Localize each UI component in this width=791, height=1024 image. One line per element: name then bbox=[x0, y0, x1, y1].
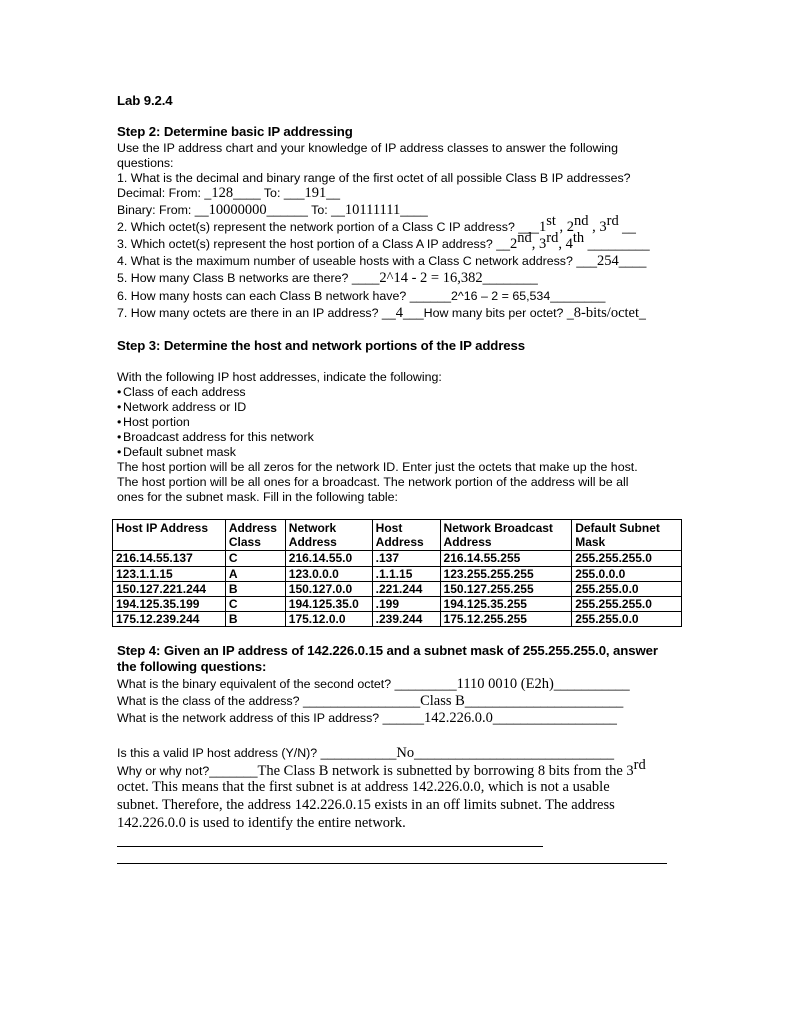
step3-para-line3: ones for the subnet mask. Fill in the following table: bbox=[117, 490, 399, 504]
s4q4-text: Is this a valid IP host address (Y/N)? ___________ bbox=[117, 746, 397, 760]
s4q5-text: Why or why not?_______ bbox=[117, 764, 258, 778]
table-row bbox=[113, 581, 682, 596]
table-cell: 175.12.0.0 bbox=[285, 612, 372, 627]
q3-answer-2: , 3 bbox=[531, 236, 547, 252]
table-cell: 255.255.255.0 bbox=[572, 597, 682, 612]
table-cell: .137 bbox=[372, 551, 440, 566]
q3-end: _________ bbox=[584, 237, 650, 251]
bullet-text: Network address or ID bbox=[123, 400, 247, 414]
decimal-label: Decimal: From: _ bbox=[117, 186, 212, 200]
col-header: Host IP Address bbox=[113, 520, 226, 551]
q4-text: 4. What is the maximum number of useable hosts with a Class C network address? ___ bbox=[117, 254, 598, 268]
decimal-range-line bbox=[117, 186, 340, 201]
q7-answer-octets: 4 bbox=[395, 305, 403, 321]
table-cell: 255.0.0.0 bbox=[572, 566, 682, 581]
q5-answer: 2^14 - 2 = 16,382 bbox=[379, 270, 483, 286]
step2-heading: Step 2: Determine basic IP addressing bbox=[117, 124, 353, 139]
q2-answer-2: , 2 bbox=[555, 219, 574, 235]
step4-question-4 bbox=[117, 746, 614, 761]
table-cell: 123.0.0.0 bbox=[285, 566, 372, 581]
binary-to-label: ______ To: __ bbox=[266, 203, 345, 217]
table-row bbox=[113, 597, 682, 612]
bullet-item: • Network address or ID bbox=[117, 400, 247, 414]
s4q3-end: __________________ bbox=[492, 711, 617, 725]
step2-question-5 bbox=[117, 271, 538, 286]
step4-question-1 bbox=[117, 677, 630, 692]
step4-heading-line2: the following questions: bbox=[117, 659, 267, 674]
col-header: Host Address bbox=[372, 520, 440, 551]
col-header: Network Address bbox=[285, 520, 372, 551]
s4q5-answer-line4: 142.226.0.0 is used to identify the entire network. bbox=[117, 815, 406, 831]
decimal-to-label: ____ To: ___ bbox=[233, 186, 305, 200]
table-cell: 216.14.55.137 bbox=[113, 551, 226, 566]
s4q5-answer-line2: octet. This means that the first subnet is at address 142.226.0.0, which is not a usable bbox=[117, 779, 610, 795]
table-cell: 150.127.255.255 bbox=[440, 581, 572, 596]
decimal-to-answer: 191 bbox=[304, 185, 327, 201]
binary-range-line bbox=[117, 203, 428, 218]
binary-label: Binary: From: __ bbox=[117, 203, 209, 217]
q5-text: 5. How many Class B networks are there? ____ bbox=[117, 271, 380, 285]
table-cell: B bbox=[225, 581, 285, 596]
answer-blank-line bbox=[117, 863, 667, 864]
col-header: Default Subnet Mask bbox=[572, 520, 682, 551]
table-cell: 255.255.0.0 bbox=[572, 581, 682, 596]
s4q1-answer: 1110 0010 (E2h) bbox=[456, 676, 554, 692]
lab-title: Lab 9.2.4 bbox=[117, 93, 173, 108]
s4q4-answer: No bbox=[396, 745, 415, 761]
s4q5-sup: rd bbox=[633, 757, 646, 773]
bullet-item: • Host portion bbox=[117, 415, 190, 429]
table-cell: 194.125.35.199 bbox=[113, 597, 226, 612]
step2-intro-line1: Use the IP address chart and your knowledge of IP address classes to answer the following bbox=[117, 141, 618, 155]
q4-end: ____ bbox=[618, 254, 647, 268]
table-cell: 175.12.255.255 bbox=[440, 612, 572, 627]
bullet-text: Default subnet mask bbox=[123, 445, 236, 459]
q2-end: __ bbox=[618, 220, 636, 234]
binary-to-answer: 10111111 bbox=[344, 202, 401, 218]
s4q4-end: _____________________________ bbox=[414, 746, 614, 760]
step4-question-3 bbox=[117, 711, 617, 726]
step3-heading: Step 3: Determine the host and network portions of the IP address bbox=[117, 338, 525, 353]
step3-para-line2: The host portion will be all ones for a broadcast. The network portion of the address will be all bbox=[117, 475, 629, 489]
q3-text: 3. Which octet(s) represent the host portion of a Class A IP address? __ bbox=[117, 237, 511, 251]
step4-question-2 bbox=[117, 694, 623, 709]
bullet-item: • Class of each address bbox=[117, 385, 246, 399]
s4q3-text: What is the network address of this IP address? ______ bbox=[117, 711, 424, 725]
q2-answer-1: 1 bbox=[538, 219, 547, 235]
bullet-item: • Default subnet mask bbox=[117, 445, 236, 459]
binary-end: ____ bbox=[400, 203, 428, 217]
s4q5-answer-line3: subnet. Therefore, the address 142.226.0.15 exists in an off limits subnet. The address bbox=[117, 797, 615, 813]
s4q1-end: ___________ bbox=[553, 677, 630, 691]
table-header-row bbox=[113, 520, 682, 551]
table-cell: .221.244 bbox=[372, 581, 440, 596]
step4-heading-line1: Step 4: Given an IP address of 142.226.0.15 and a subnet mask of 255.255.255.0, answer bbox=[117, 643, 658, 658]
table-cell: 194.125.35.0 bbox=[285, 597, 372, 612]
q7-mid: ___How many bits per octet? _ bbox=[402, 306, 574, 320]
s4q2-answer: Class B bbox=[420, 693, 465, 709]
q3-sup-2: rd bbox=[546, 230, 559, 246]
step3-para-line1: The host portion will be all zeros for the network ID. Enter just the octets that make up the host. bbox=[117, 460, 638, 474]
step3-intro: With the following IP host addresses, indicate the following: bbox=[117, 370, 442, 384]
bullet-text: Host portion bbox=[123, 415, 190, 429]
table-cell: .1.1.15 bbox=[372, 566, 440, 581]
step2-question-6: 6. How many hosts can each Class B network have? ______2^16 – 2 = 65,534________ bbox=[117, 289, 606, 303]
col-header: Network Broadcast Address bbox=[440, 520, 572, 551]
table-cell: 194.125.35.255 bbox=[440, 597, 572, 612]
col-header: Address Class bbox=[225, 520, 285, 551]
table-cell: C bbox=[225, 551, 285, 566]
decimal-end: __ bbox=[326, 186, 341, 200]
s4q3-answer: 142.226.0.0 bbox=[423, 710, 493, 726]
table-cell: .199 bbox=[372, 597, 440, 612]
ip-address-table bbox=[112, 519, 682, 627]
table-cell: 150.127.221.244 bbox=[113, 581, 226, 596]
q3-answer-3: , 4 bbox=[558, 236, 573, 252]
s4q1-text: What is the binary equivalent of the second octet? _________ bbox=[117, 677, 457, 691]
table-row bbox=[113, 612, 682, 627]
q3-answer-1: 2 bbox=[510, 236, 518, 252]
step2-question-3 bbox=[117, 230, 650, 252]
table-cell: 216.14.55.0 bbox=[285, 551, 372, 566]
step4-question-5 bbox=[117, 757, 646, 779]
q5-end: ________ bbox=[482, 271, 538, 285]
bullet-text: Class of each address bbox=[123, 385, 246, 399]
table-cell: 123.255.255.255 bbox=[440, 566, 572, 581]
step2-question-4 bbox=[117, 254, 646, 269]
table-cell: 255.255.255.0 bbox=[572, 551, 682, 566]
s4q2-text: What is the class of the address? _________________ bbox=[117, 694, 421, 708]
table-cell: 216.14.55.255 bbox=[440, 551, 572, 566]
q2-text: 2. Which octet(s) represent the network portion of a Class C IP address? ___ bbox=[117, 220, 539, 234]
q7-answer-bits: 8-bits/octet bbox=[573, 305, 640, 321]
step2-question-7 bbox=[117, 306, 646, 321]
q2-answer-3: , 3 bbox=[588, 219, 607, 235]
step2-intro-line2: questions: bbox=[117, 156, 174, 170]
q3-sup-3: th bbox=[572, 230, 585, 246]
decimal-from-answer: 128 bbox=[211, 185, 234, 201]
q2-sup-2: nd bbox=[574, 213, 589, 229]
bullet-item: • Broadcast address for this network bbox=[117, 430, 314, 444]
table-cell: 255.255.0.0 bbox=[572, 612, 682, 627]
q7-text: 7. How many octets are there in an IP address? __ bbox=[117, 306, 396, 320]
binary-from-answer: 10000000 bbox=[208, 202, 267, 218]
table-cell: 123.1.1.15 bbox=[113, 566, 226, 581]
table-cell: 150.127.0.0 bbox=[285, 581, 372, 596]
table-cell: 175.12.239.244 bbox=[113, 612, 226, 627]
table-row bbox=[113, 566, 682, 581]
table-cell: B bbox=[225, 612, 285, 627]
step2-question-1: 1. What is the decimal and binary range of the first octet of all possible Class B IP addresses? bbox=[117, 171, 631, 185]
q2-sup-3: rd bbox=[606, 213, 619, 229]
table-cell: .239.244 bbox=[372, 612, 440, 627]
q2-sup-1: st bbox=[546, 213, 556, 229]
s4q5-answer-line1: The Class B network is subnetted by borrowing 8 bits from the 3 bbox=[257, 763, 634, 779]
q3-sup-1: nd bbox=[517, 230, 532, 246]
q7-end: _ bbox=[639, 306, 646, 320]
table-cell: C bbox=[225, 597, 285, 612]
answer-blank-line bbox=[117, 846, 543, 847]
table-cell: A bbox=[225, 566, 285, 581]
q4-answer: 254 bbox=[597, 253, 619, 269]
table-row bbox=[113, 551, 682, 566]
bullet-text: Broadcast address for this network bbox=[123, 430, 314, 444]
s4q2-end: _______________________ bbox=[464, 694, 624, 708]
